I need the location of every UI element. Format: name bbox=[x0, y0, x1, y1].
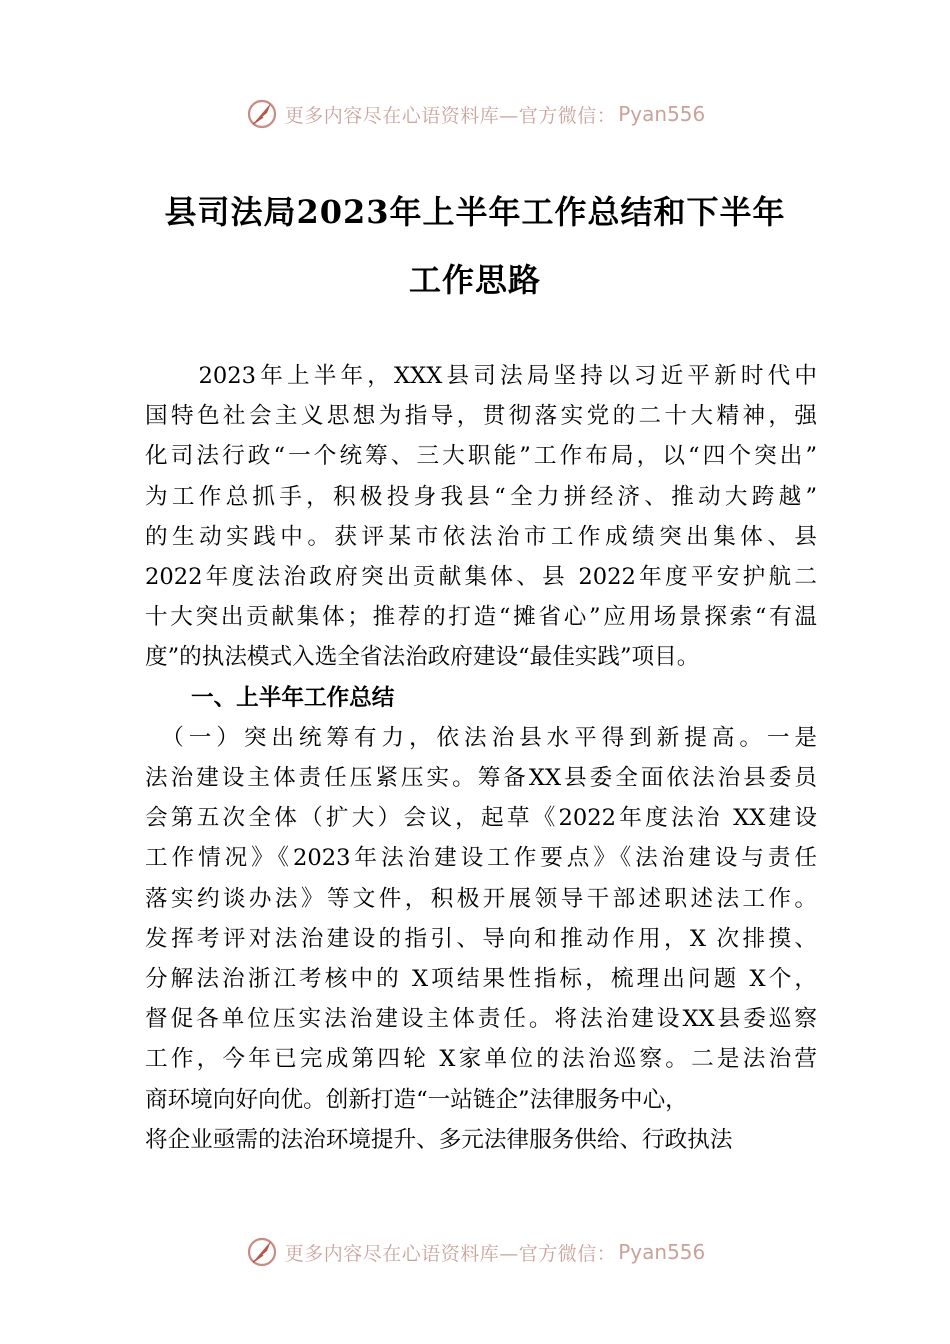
text-line: 十大突出贡献集体；推荐的打造“摊省心”应用场景探索“有温 bbox=[145, 604, 817, 631]
text-line: 法治建设主体责任压紧压实。筹备XX县委全面依法治县委员 bbox=[145, 765, 817, 792]
watermark-text: 更多内容尽在心语资料库—官方微信： bbox=[284, 1242, 617, 1265]
watermark-text: 更多内容尽在心语资料库—官方微信： bbox=[284, 104, 617, 127]
text-line: 会第五次全体（扩大）会议，起草《2022年度法治 XX建设 bbox=[145, 805, 817, 832]
text-line: （一）突出统筹有力，依法治县水平得到新提高。一是 bbox=[145, 724, 817, 751]
text-line: 工作，今年已完成第四轮 X家单位的法治巡察。二是法治营 bbox=[145, 1046, 817, 1073]
document-body bbox=[145, 356, 817, 1160]
text-line: 化司法行政“一个统筹、三大职能”工作布局，以“四个突出” bbox=[145, 443, 817, 470]
document-title-line-1: 县司法局2023年上半年工作总结和下半年 bbox=[164, 193, 786, 231]
watermark-footer bbox=[0, 1232, 950, 1272]
text-line: 分解法治浙江考核中的 X项结果性指标，梳理出问题 X个， bbox=[145, 966, 817, 993]
document-title-line-2: 工作思路 bbox=[408, 261, 541, 299]
paragraph-intro bbox=[145, 356, 817, 678]
text-line: 2022年度法治政府突出贡献集体、县 2022年度平安护航二 bbox=[145, 564, 817, 591]
text-line: 2023年上半年，XXX县司法局坚持以习近平新时代中 bbox=[145, 363, 817, 389]
watermark-wechat-id: Pyan556 bbox=[618, 102, 706, 126]
quill-logo-icon bbox=[245, 97, 279, 131]
watermark-header bbox=[0, 94, 950, 134]
text-line: 为工作总抓手，积极投身我县“全力拼经济、推动大跨越” bbox=[145, 483, 817, 510]
quill-logo-icon bbox=[245, 1235, 279, 1269]
section-heading: 一、上半年工作总结 bbox=[191, 684, 395, 711]
watermark-wechat-id: Pyan556 bbox=[618, 1240, 706, 1264]
paragraph-section-1 bbox=[145, 718, 817, 1160]
text-line: 工作情况》《2023年法治建设工作要点》《法治建设与责任 bbox=[145, 845, 817, 872]
text-line: 度”的执法模式入选全省法治政府建设“最佳实践”项目。 bbox=[145, 644, 700, 671]
text-line: 督促各单位压实法治建设主体责任。将法治建设XX县委巡察 bbox=[145, 1006, 817, 1033]
text-line: 落实约谈办法》等文件，积极开展领导干部述职述法工作。 bbox=[145, 885, 817, 912]
text-line: 商环境向好向优。创新打造“一站链企”法律服务中心， bbox=[145, 1086, 688, 1113]
text-line: 的生动实践中。获评某市依法治市工作成绩突出集体、县 bbox=[145, 523, 817, 550]
text-line: 将企业亟需的法治环境提升、多元法律服务供给、行政执法 bbox=[145, 1126, 733, 1153]
text-line: 国特色社会主义思想为指导，贯彻落实党的二十大精神，强 bbox=[145, 403, 817, 430]
text-line: 发挥考评对法治建设的指引、导向和推动作用，X 次排摸、 bbox=[145, 925, 817, 952]
